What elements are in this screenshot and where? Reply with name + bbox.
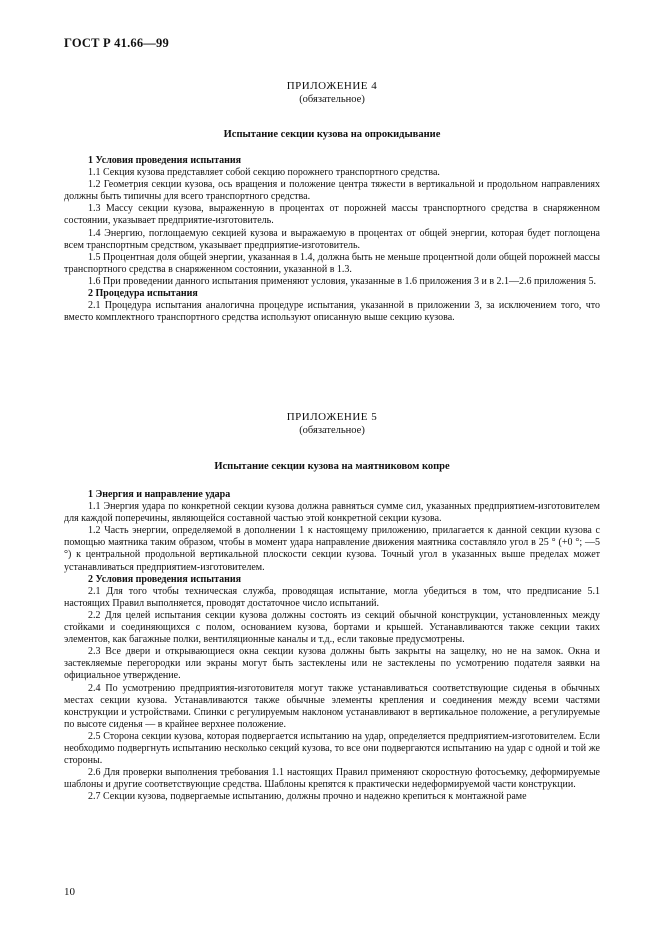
appendix-5-title: ПРИЛОЖЕНИЕ 5 bbox=[286, 411, 378, 423]
paragraph: 2.5 Сторона секции кузова, которая подвергается испытанию на удар, определяется предприятием-изготовителем. Если необходимо подвергнуть испытанию несколько секций кузова, то все они подвергаются испытанию на удар с одной и той же стороны. bbox=[64, 730, 600, 767]
paragraph: 1.5 Процентная доля общей энергии, указанная в 1.4, должна быть не меньше процентной доли общей порожней массы транспортного средства в снаряженном состоянии, указанной в 1.3. bbox=[64, 251, 600, 275]
appendix-4-body bbox=[64, 155, 600, 324]
paragraph: 2.6 Для проверки выполнения требования 1.1 настоящих Правил применяют скоростную фотосъемку, деформируемые шаблоны и другие соответствующие средства. Шаблоны крепятся к практически недеформируемой части конструкции. bbox=[64, 767, 600, 791]
section-subheading: 2 Условия проведения испытания bbox=[88, 573, 242, 585]
paragraph: 2.3 Все двери и открывающиеся окна секции кузова должны быть закрыты на защелку, но не на замок. Окна и застекляемые перегородки или экраны могут быть застеклены или не застеклены по усмотрению подателя заявки на официальное утверждение. bbox=[64, 646, 600, 682]
paragraph: 1.2 Часть энергии, определяемой в дополнении 1 к настоящему приложению, прилагается к данной секции кузова с помощью маятника таким образом, чтобы в момент удара направление движения маятника составляло угол в 25 ° (+0 °; —5 °) к центральной продольной вертикальной плоскости секции кузова. Точный угол в указанных выше пределах может устанавливаться предприятием-изготовителем. bbox=[64, 525, 600, 573]
standard-header: ГОСТ Р 41.66—99 bbox=[64, 36, 169, 50]
paragraph: 1.1 Секция кузова представляет собой секцию порожнего транспортного средства. bbox=[88, 167, 440, 179]
paragraph: 2.2 Для целей испытания секции кузова должны состоять из секций обычной конструкции, установленных между стойками и соединяющихся с полом, основанием кузова, бортами и крышей. Устанавливаются также секции таких элементов, как багажные полки, вентиляционные каналы и т.д., если таковые предусмотрены. bbox=[64, 609, 600, 646]
appendix-4-note: (обязательное) bbox=[299, 94, 365, 105]
paragraph: 2.1 Процедура испытания аналогична процедуре испытания, указанной в приложении 3, за исключением того, что вместо комплектного транспортного средства используют описанную выше секцию кузова. bbox=[64, 300, 600, 324]
paragraph: 1.6 При проведении данного испытания применяют условия, указанные в 1.6 приложения 3 и в 2.1—2.6 приложения 5. bbox=[88, 275, 596, 287]
appendix-4-title: ПРИЛОЖЕНИЕ 4 bbox=[286, 80, 378, 92]
paragraph: 1.4 Энергию, поглощаемую секцией кузова и выражаемую в процентах от общей энергии, которая будет поглощена всем транспортным средством, указывает предприятие-изготовитель. bbox=[64, 227, 600, 251]
appendix-5-note: (обязательное) bbox=[299, 425, 365, 436]
appendix-5-heading: Испытание секции кузова на маятниковом копре bbox=[214, 461, 450, 472]
paragraph: 1.3 Массу секции кузова, выраженную в процентах от порожней массы транспортного средства в снаряженном состоянии, указывает предприятие-изготовитель. bbox=[64, 203, 600, 227]
section-subheading: 1 Энергия и направление удара bbox=[88, 489, 231, 500]
paragraph: 2.7 Секции кузова, подвергаемые испытанию, должны прочно и надежно крепиться к монтажной раме bbox=[88, 791, 527, 803]
paragraph: 1.2 Геометрия секции кузова, ось вращения и положение центра тяжести в вертикальной и продольном направлениях должны быть типичны для всего транспортного средства. bbox=[64, 179, 600, 203]
paragraph: 2.4 По усмотрению предприятия-изготовителя могут также устанавливаться соответствующие сиденья в обычных местах секции кузова. Устанавливаются также обычные элементы крепления и соединения между всеми частями конструкции и устройствами. Спинки с регулируемым наклоном устанавливают в вертикальное положение, а регулируемые по высоте сиденья — в крайнее верхнее положение. bbox=[64, 682, 600, 730]
paragraph: 1.1 Энергия удара по конкретной секции кузова должна равняться сумме сил, указанных предприятием-изготовителем для каждой поперечины, являющейся составной частью этой конкретной секции кузова. bbox=[64, 501, 600, 525]
paragraph: 2.1 Для того чтобы техническая служба, проводящая испытание, могла убедиться в том, что предписание 5.1 настоящих Правил выполняется, проводят достаточное число испытаний. bbox=[64, 585, 600, 609]
section-subheading: 2 Процедура испытания bbox=[88, 288, 198, 300]
appendix-4-heading: Испытание секции кузова на опрокидывание bbox=[223, 129, 441, 140]
appendix-5-body bbox=[64, 489, 600, 803]
section-subheading: 1 Условия проведения испытания bbox=[88, 155, 242, 166]
page-number: 10 bbox=[64, 886, 75, 898]
